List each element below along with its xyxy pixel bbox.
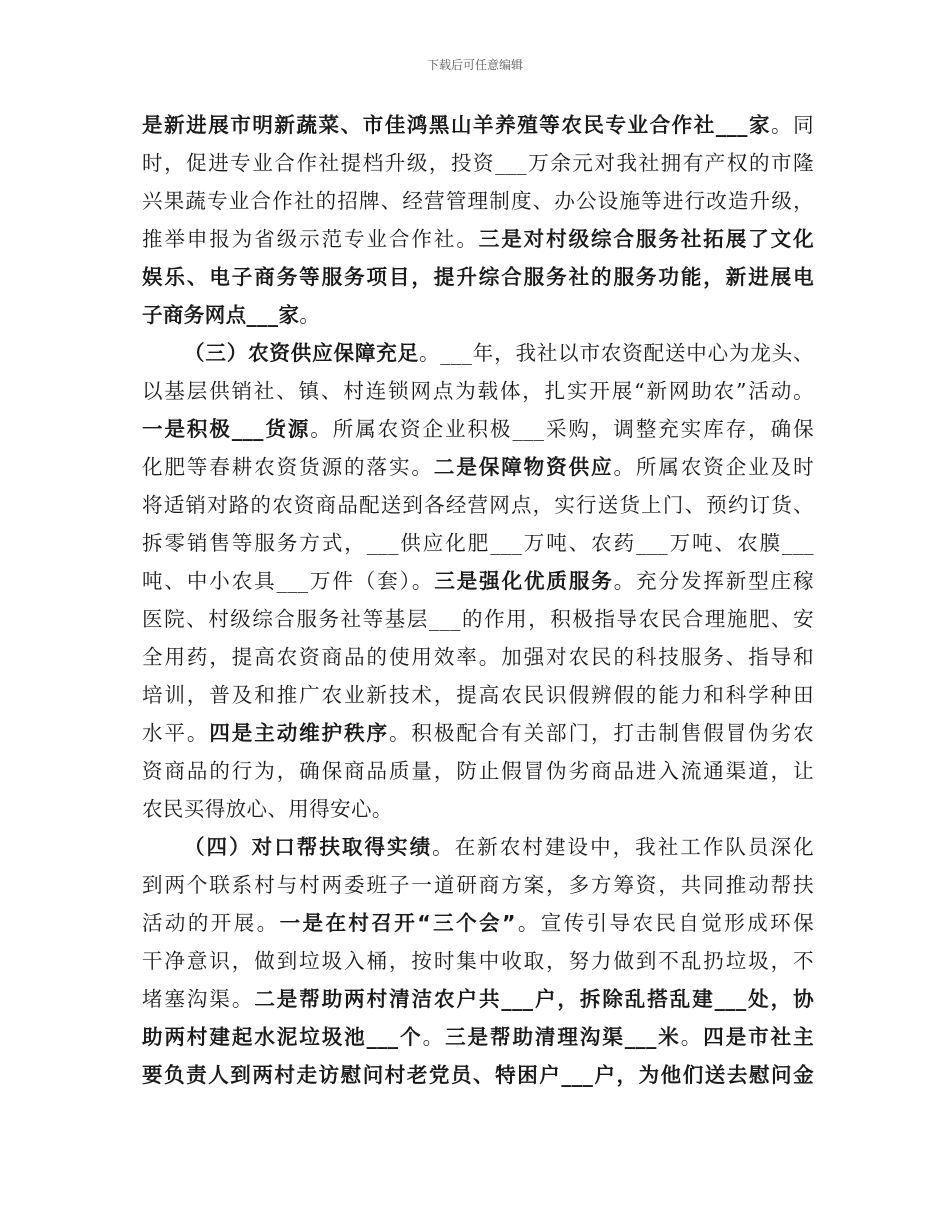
body-text: 全用药，提高农资商品的使用效率。加强对农民的科技服务、指导和 xyxy=(142,645,814,669)
page-header: 下载后可任意编辑 xyxy=(426,58,523,72)
text-line xyxy=(142,828,814,866)
bold-text: 一是在村召开“三个会” xyxy=(279,911,516,935)
bold-text: 是新进展市明新蔬菜、市佳鸿黑山羊养殖等农民专业合作社___家 xyxy=(142,113,772,137)
body-text: 时，促进专业合作社提档升级，投资___万余元对我社拥有产权的市隆 xyxy=(142,151,814,175)
text-line xyxy=(142,714,814,752)
text-line xyxy=(142,866,814,904)
body-text: 培训，普及和推广农业新技术，提高农民识假辨假的能力和科学种田 xyxy=(142,683,814,707)
bold-text: 助两村建起水泥垃圾池___个 xyxy=(142,1025,423,1049)
text-line xyxy=(142,296,814,334)
text-line xyxy=(142,752,814,790)
bold-text: 子商务网点___家 xyxy=(142,303,300,327)
text-line xyxy=(142,258,814,296)
document-body xyxy=(142,106,814,1094)
bold-text: 三是强化优质服务 xyxy=(434,569,614,593)
text-line xyxy=(142,182,814,220)
body-text: 。积极配合有关部门，打击制售假冒伪劣农 xyxy=(388,721,814,745)
body-text: 。充分发挥新型庄稼 xyxy=(613,569,814,593)
text-line xyxy=(142,486,814,524)
body-text: 推举申报为省级示范专业合作社。 xyxy=(142,227,479,251)
body-text: 以基层供销社、镇、村连锁网点为载体，扎实开展“新网助农”活动。 xyxy=(142,379,814,403)
bold-text: 四是市社主 xyxy=(703,1025,814,1049)
bold-text: 三是帮助清理沟渠___米 xyxy=(445,1025,681,1049)
body-text: 资商品的行为，确保商品质量，防止假冒伪劣商品进入流通渠道，让 xyxy=(142,759,814,783)
body-text: 。同 xyxy=(771,113,814,137)
bold-text: （三）农资供应保障充足 xyxy=(184,341,419,365)
bold-text: 三是对村级综合服务社拓展了文化 xyxy=(478,227,815,251)
body-text: 。宣传引导农民自觉形成环保 xyxy=(515,911,814,935)
body-text: 将适销对路的农资商品配送到各经营网点，实行送货上门、预约订货、 xyxy=(142,493,814,517)
body-text: 水平。 xyxy=(142,721,210,745)
body-text: 。 xyxy=(299,303,321,327)
bold-text: 二是帮助两村清洁农户共___户，拆除乱搭乱建___处，协 xyxy=(254,987,815,1011)
bold-text: 二是保障物资供应 xyxy=(433,455,614,479)
body-text: 。所属农资企业积极___采购，调整充实库存，确保 xyxy=(310,417,814,441)
text-line xyxy=(142,904,814,942)
text-line xyxy=(142,676,814,714)
text-line xyxy=(142,600,814,638)
text-line xyxy=(142,372,814,410)
bold-text: （四）对口帮扶取得实绩 xyxy=(184,835,433,859)
text-line xyxy=(142,562,814,600)
bold-text: 一是积极___货源 xyxy=(142,417,311,441)
text-line xyxy=(142,448,814,486)
text-line xyxy=(142,1018,814,1056)
text-line xyxy=(142,1056,814,1094)
body-text: 拆零销售等服务方式，___供应化肥___万吨、农药___万吨、农膜___ xyxy=(142,531,814,555)
text-line xyxy=(142,220,814,258)
body-text: 兴果蔬专业合作社的招牌、经营管理制度、办公设施等进行改造升级， xyxy=(142,189,814,213)
body-text: 医院、村级综合服务社等基层___的作用，积极指导农民合理施肥、安 xyxy=(142,607,814,631)
body-text: 。所属农资企业及时 xyxy=(613,455,814,479)
bold-text: 娱乐、电子商务等服务项目，提升综合服务社的服务功能，新进展电 xyxy=(142,265,814,289)
body-text: 。在新农村建设中，我社工作队员深化 xyxy=(432,835,814,859)
text-line xyxy=(142,334,814,372)
text-line xyxy=(142,106,814,144)
text-line xyxy=(142,144,814,182)
body-text: 吨、中小农具___万件（套）。 xyxy=(142,569,435,593)
body-text: 农民买得放心、用得安心。 xyxy=(142,797,393,821)
text-line xyxy=(142,524,814,562)
body-text: 化肥等春耕农资货源的落实。 xyxy=(142,455,434,479)
text-line xyxy=(142,980,814,1018)
bold-text: 四是主动维护秩序 xyxy=(209,721,389,745)
body-text: 到两个联系村与村两委班子一道研商方案，多方筹资，共同推动帮扶 xyxy=(142,873,814,897)
body-text: 。 xyxy=(680,1025,704,1049)
body-text: 堵塞沟渠。 xyxy=(142,987,255,1011)
body-text: 。 xyxy=(422,1025,446,1049)
body-text: 。___年，我社以市农资配送中心为龙头、 xyxy=(418,341,815,365)
text-line xyxy=(142,790,814,828)
body-text: 干净意识，做到垃圾入桶，按时集中收取，努力做到不乱扔垃圾，不 xyxy=(142,949,814,973)
text-line xyxy=(142,942,814,980)
body-text: 活动的开展。 xyxy=(142,911,280,935)
text-line xyxy=(142,410,814,448)
text-line xyxy=(142,638,814,676)
bold-text: 要负责人到两村走访慰问村老党员、特困户___户，为他们送去慰问金 xyxy=(142,1063,814,1087)
